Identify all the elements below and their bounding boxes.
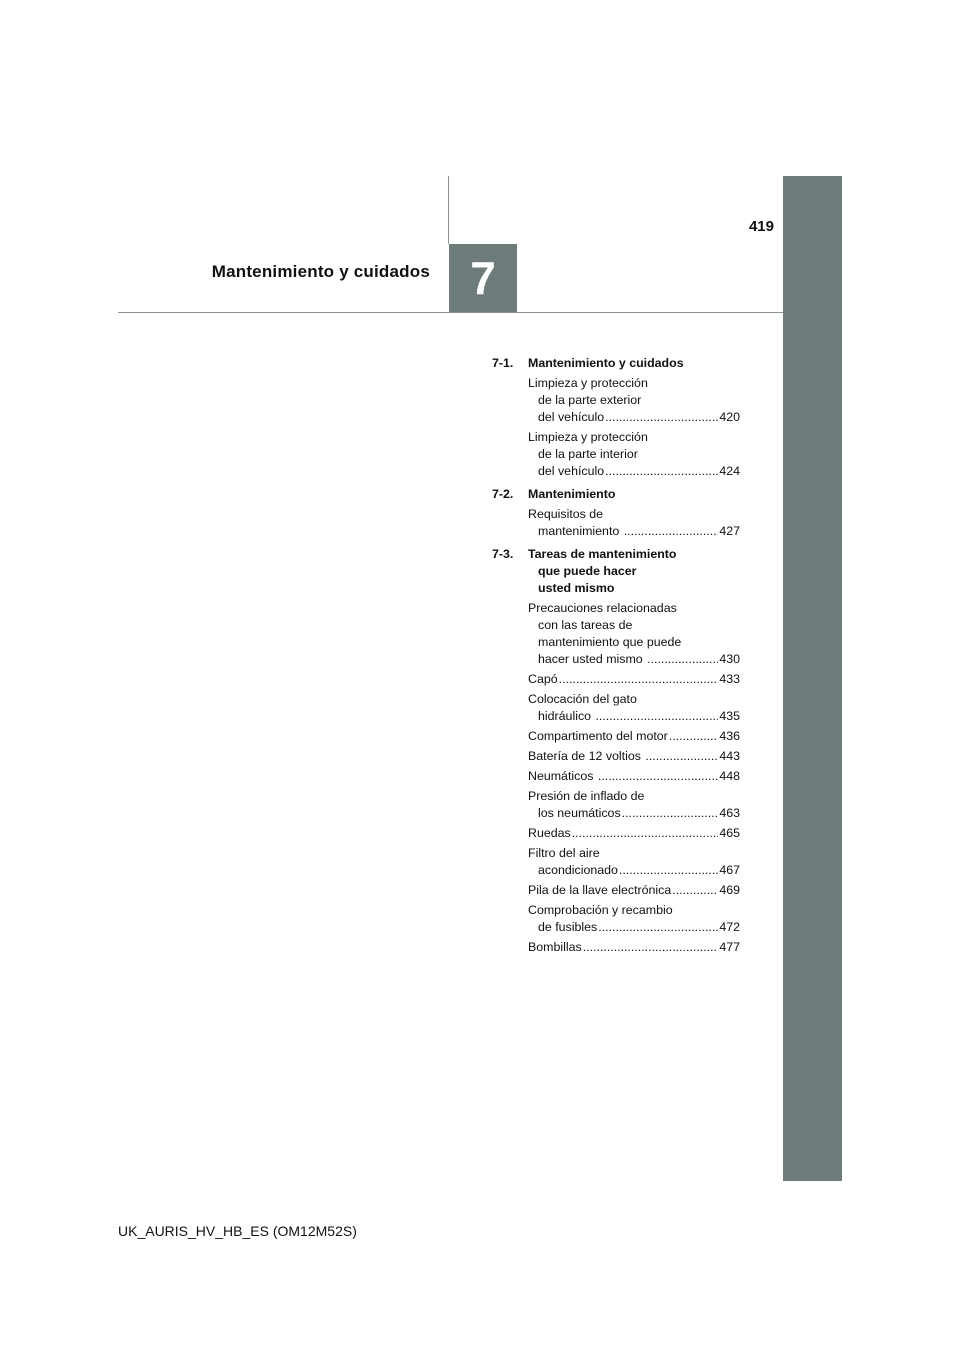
toc-section-title-line: Mantenimiento y cuidados — [528, 356, 684, 370]
table-of-contents — [492, 355, 740, 956]
toc-entry-page: 467 — [719, 863, 740, 877]
toc-entry[interactable] — [528, 882, 740, 899]
toc-section-title-line: Mantenimiento — [528, 487, 616, 501]
toc-entry-line — [528, 523, 740, 540]
toc-entry-text: Bombillas — [528, 940, 582, 954]
toc-entry[interactable] — [528, 600, 740, 668]
chapter-side-tab — [783, 176, 842, 1181]
toc-entry-line — [528, 882, 740, 899]
chapter-title: Mantenimiento y cuidados — [211, 262, 430, 281]
toc-entry-page: 443 — [719, 749, 740, 763]
toc-entry-text: hacer usted mismo — [538, 652, 647, 666]
toc-entry[interactable] — [528, 939, 740, 956]
toc-section-heading[interactable] — [492, 355, 740, 372]
toc-entry-line — [528, 728, 740, 745]
toc-entry[interactable] — [528, 845, 740, 879]
toc-entry-text: Ruedas — [528, 826, 571, 840]
toc-section-title-line: usted mismo — [538, 581, 615, 595]
toc-entry-page: 420 — [719, 410, 740, 424]
toc-leader-dots — [605, 463, 718, 480]
toc-entry-text: del vehículo — [538, 464, 605, 478]
toc-entry-text: Capó — [528, 672, 558, 686]
toc-entry[interactable] — [528, 375, 740, 426]
toc-section — [492, 355, 740, 480]
toc-leader-dots — [572, 825, 719, 842]
toc-leader-dots — [669, 728, 719, 745]
toc-section-number: 7-3. — [492, 547, 514, 561]
toc-entry-text: Limpieza y protección — [528, 430, 648, 444]
toc-entry[interactable] — [528, 671, 740, 688]
toc-entry-text: Colocación del gato — [528, 692, 637, 706]
toc-entry-line — [528, 939, 740, 956]
toc-entry-text: Comprobación y recambio — [528, 903, 673, 917]
toc-entry-page: 469 — [719, 883, 740, 897]
toc-entry-page: 433 — [719, 672, 740, 686]
toc-entry-line — [528, 825, 740, 842]
toc-entry[interactable] — [528, 825, 740, 842]
toc-leader-dots — [598, 768, 718, 785]
toc-section-title — [528, 486, 615, 503]
toc-entry-page: 435 — [719, 709, 740, 723]
toc-entry-line — [528, 463, 740, 480]
toc-entry-text: Limpieza y protección — [528, 376, 648, 390]
toc-entry-page: 472 — [719, 920, 740, 934]
toc-entry-page: 465 — [719, 826, 740, 840]
toc-entry-text: de la parte interior — [538, 447, 638, 461]
toc-entry-text: de fusibles — [538, 920, 598, 934]
toc-entry-text: los neumáticos — [538, 806, 621, 820]
header-divider-vertical — [448, 176, 449, 244]
toc-entry-text: acondicionado — [538, 863, 618, 877]
toc-entry[interactable] — [528, 429, 740, 480]
toc-leader-dots — [559, 671, 719, 688]
toc-section-title-line: Tareas de mantenimiento — [528, 547, 677, 561]
toc-section-title — [528, 546, 677, 597]
chapter-number-badge: 7 — [449, 244, 517, 312]
toc-entry-text: Requisitos de — [528, 507, 604, 521]
toc-entry-line — [528, 768, 740, 785]
toc-section — [492, 486, 740, 540]
toc-entry-line — [528, 708, 740, 725]
toc-entry-page: 477 — [719, 940, 740, 954]
toc-entry-text: Filtro del aire — [528, 846, 600, 860]
toc-leader-dots — [647, 651, 718, 668]
toc-entry-line — [528, 671, 740, 688]
toc-entry[interactable] — [528, 788, 740, 822]
toc-leader-dots — [605, 409, 718, 426]
toc-entry[interactable] — [528, 506, 740, 540]
toc-leader-dots — [624, 523, 719, 540]
toc-entry[interactable] — [528, 748, 740, 765]
toc-entry-page: 424 — [719, 464, 740, 478]
toc-entry-line — [528, 748, 740, 765]
toc-leader-dots — [598, 919, 718, 936]
toc-entry-text: con las tareas de — [538, 618, 633, 632]
toc-section-heading[interactable] — [492, 486, 740, 503]
toc-leader-dots — [583, 939, 719, 956]
toc-entry[interactable] — [528, 902, 740, 936]
toc-entry-text: Neumáticos — [528, 769, 597, 783]
toc-section-number: 7-2. — [492, 487, 514, 501]
toc-leader-dots — [595, 708, 718, 725]
toc-leader-dots — [672, 882, 718, 899]
toc-leader-dots — [619, 862, 718, 879]
toc-entry-line — [528, 862, 740, 879]
toc-entry-text: Presión de inflado de — [528, 789, 645, 803]
toc-entry-line — [528, 919, 740, 936]
toc-leader-dots — [645, 748, 718, 765]
toc-entry-page: 427 — [719, 524, 740, 538]
toc-entry-page: 463 — [719, 806, 740, 820]
toc-entry-text: Batería de 12 voltios — [528, 749, 645, 763]
toc-section-heading[interactable] — [492, 546, 740, 597]
toc-entry[interactable] — [528, 691, 740, 725]
toc-entry-text: de la parte exterior — [538, 393, 642, 407]
toc-entry-text: mantenimiento que puede — [538, 635, 682, 649]
toc-entry-text: Precauciones relacionadas — [528, 601, 677, 615]
toc-section-number: 7-1. — [492, 356, 514, 370]
document-code: UK_AURIS_HV_HB_ES (OM12M52S) — [118, 1223, 357, 1239]
toc-entry-page: 436 — [719, 729, 740, 743]
toc-entry-text: mantenimiento — [538, 524, 623, 538]
toc-section-title-line: que puede hacer — [538, 564, 637, 578]
toc-entry-line — [528, 651, 740, 668]
toc-entry-page: 430 — [719, 652, 740, 666]
toc-entry-line — [528, 409, 740, 426]
toc-entry[interactable] — [528, 728, 740, 745]
toc-section — [492, 546, 740, 956]
page-number: 419 — [748, 218, 774, 235]
toc-entry-page: 448 — [719, 769, 740, 783]
toc-entry-text: Pila de la llave electrónica — [528, 883, 672, 897]
toc-entry[interactable] — [528, 768, 740, 785]
toc-entry-line — [528, 805, 740, 822]
toc-entry-text: hidráulico — [538, 709, 595, 723]
toc-entry-text: Compartimento del motor — [528, 729, 668, 743]
toc-entry-text: del vehículo — [538, 410, 605, 424]
toc-section-title — [528, 355, 684, 372]
header-divider-horizontal — [118, 312, 783, 313]
toc-leader-dots — [622, 805, 719, 822]
